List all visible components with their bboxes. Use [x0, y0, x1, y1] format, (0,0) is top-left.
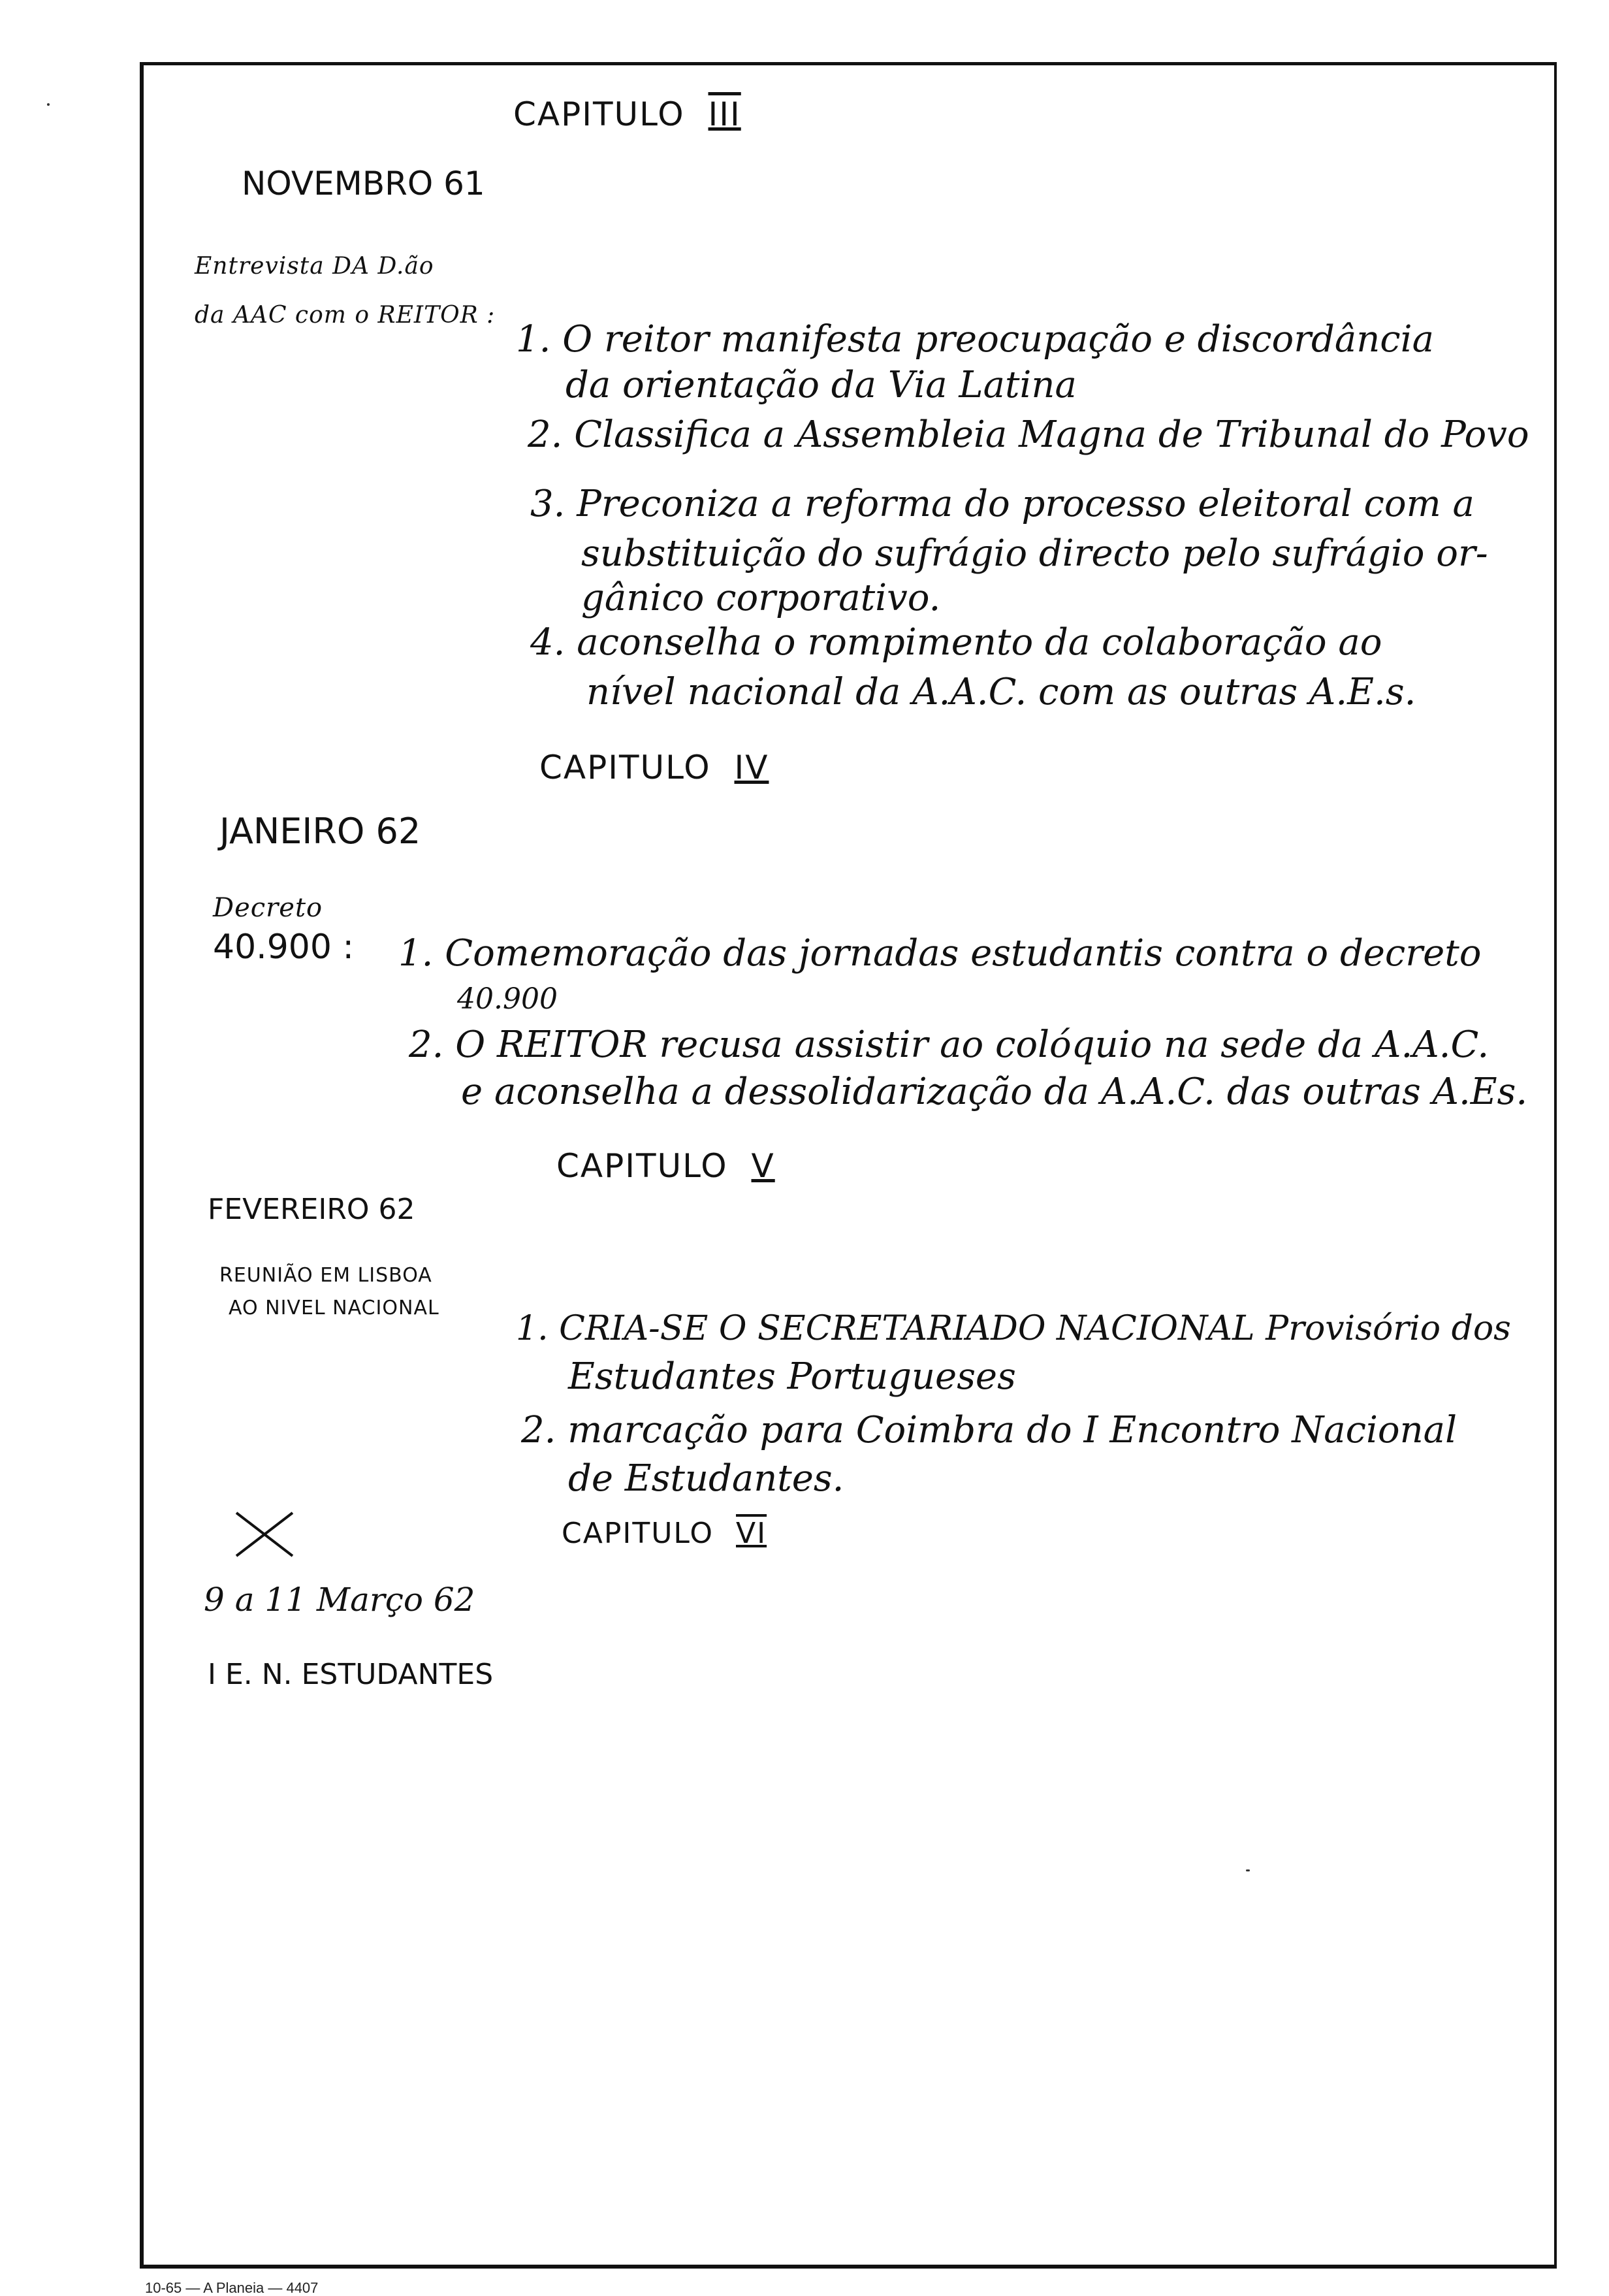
form-code: 10-65 — A Planeia — 4407: [145, 2280, 319, 2296]
list-item: 40.900: [457, 982, 558, 1016]
list-item: da orientação da Via Latina: [566, 364, 1077, 406]
speck: [47, 103, 50, 106]
section-date: FEVEREIRO 62: [208, 1193, 415, 1226]
list-item: substituição do sufrágio directo pelo sufrágio or-: [581, 532, 1488, 575]
cross-mark: [234, 1510, 296, 1559]
chapter-heading: CAPITULO VI: [562, 1517, 767, 1550]
section-label: AO NIVEL NACIONAL: [229, 1297, 439, 1319]
list-item: de Estudantes.: [568, 1457, 844, 1500]
chapter-heading: CAPITULO III: [513, 95, 741, 133]
section-label: REUNIÃO EM LISBOA: [219, 1264, 432, 1287]
chapter-heading: CAPITULO V: [556, 1147, 775, 1185]
list-item: 2. Classifica a Assembleia Magna de Tribunal do Povo: [528, 413, 1529, 456]
section-label: 40.900 :: [213, 928, 354, 967]
section-label: Decreto: [213, 893, 323, 923]
list-item: e aconselha a dessolidarização da A.A.C. das outras A.Es.: [461, 1071, 1528, 1113]
list-item: 2. marcação para Coimbra do I Encontro Nacional: [521, 1409, 1457, 1451]
list-item: 3. Preconiza a reforma do processo eleitoral com a: [530, 483, 1474, 525]
list-item: 2. O REITOR recusa assistir ao colóquio na sede da A.A.C.: [409, 1024, 1490, 1066]
speck: [1246, 1869, 1250, 1871]
list-item: 1. CRIA-SE O SECRETARIADO NACIONAL Provisório dos: [516, 1309, 1511, 1348]
list-item: 1. O reitor manifesta preocupação e discordância: [516, 318, 1434, 361]
list-item: nível nacional da A.A.C. com as outras A.E.s.: [586, 671, 1416, 713]
section-date: NOVEMBRO 61: [242, 165, 485, 202]
list-item: 4. aconselha o rompimento da colaboração ao: [530, 621, 1382, 664]
section-label: I E. N. ESTUDANTES: [208, 1658, 494, 1691]
section-label: Entrevista DA D.ão: [195, 253, 434, 280]
chapter-heading: CAPITULO IV: [539, 749, 769, 786]
list-item: Estudantes Portugueses: [568, 1355, 1016, 1398]
list-item: gânico corporativo.: [581, 577, 941, 619]
list-item: 1. Comemoração das jornadas estudantis contra o decreto: [398, 932, 1482, 975]
section-label: da AAC com o REITOR :: [195, 302, 496, 329]
section-date: 9 a 11 Março 62: [204, 1581, 475, 1619]
section-date: JANEIRO 62: [219, 811, 421, 852]
